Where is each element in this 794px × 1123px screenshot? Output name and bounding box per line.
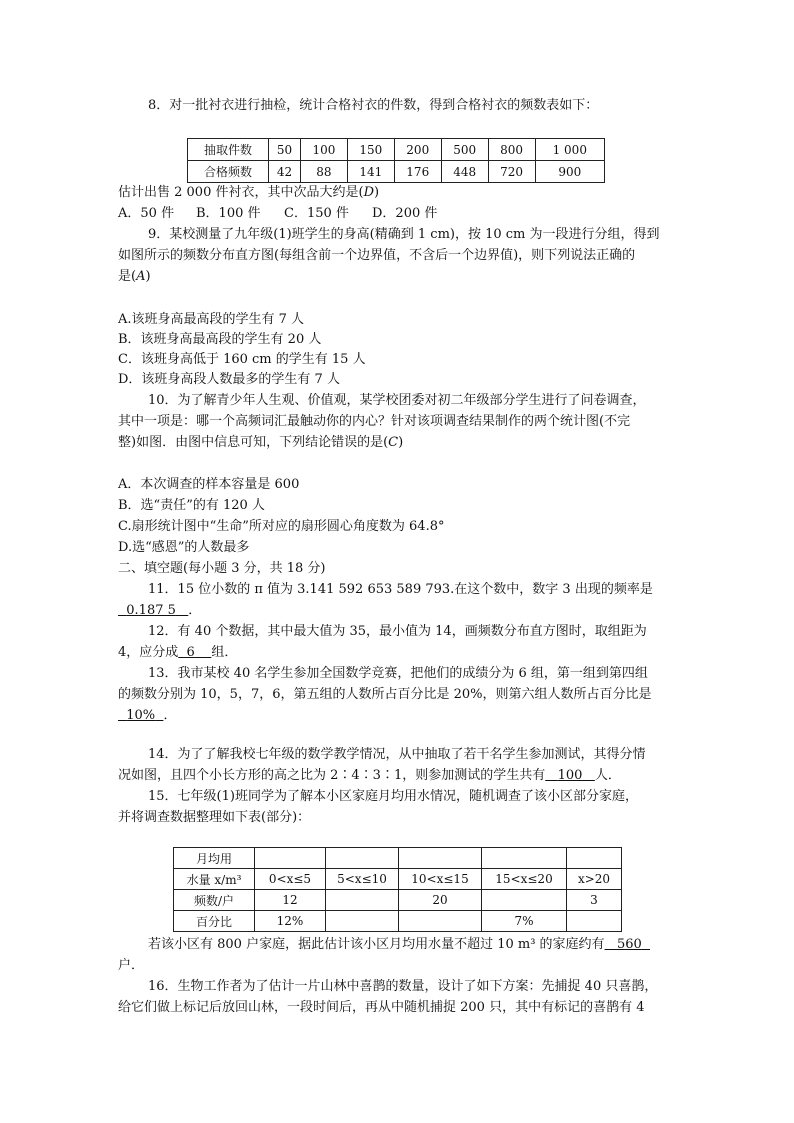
table-cell: 900 bbox=[535, 161, 604, 183]
q9-line-3: 是(A) bbox=[118, 269, 151, 284]
option-d: D．200 件 bbox=[372, 206, 438, 221]
option-b: B．100 件 bbox=[196, 206, 261, 221]
q10-option-c: C.扇形统计图中“生命”所对应的扇形圆心角度数为 64.8° bbox=[118, 519, 445, 534]
q8-text: 8．对一批衬衣进行抽检，统计合格衬衣的件数，得到合格衬衣的频数表如下： bbox=[148, 98, 599, 113]
q10-line-1: 10．为了解青少年人生观、价值观，某学校团委对初二年级部分学生进行了问卷调查， bbox=[148, 393, 646, 408]
table-cell: 448 bbox=[441, 161, 488, 183]
table-cell bbox=[326, 911, 399, 932]
row-label: 百分比 bbox=[174, 911, 255, 932]
table-row bbox=[174, 890, 622, 911]
table-row bbox=[174, 911, 622, 932]
q12-line-1: 12．有 40 个数据，其中最大值为 35，最小值为 14，画频数分布直方图时，取组距为 bbox=[148, 624, 647, 639]
header-cell: 月均用 bbox=[174, 848, 255, 869]
table-cell: 12% bbox=[255, 911, 326, 932]
q9-answer: A bbox=[136, 269, 146, 284]
option-a: A．50 件 bbox=[118, 206, 175, 221]
table-row bbox=[188, 161, 605, 183]
q15-line-2: 并将调查数据整理如下表(部分)： bbox=[118, 810, 311, 825]
table-row bbox=[188, 139, 605, 161]
q15-table bbox=[173, 847, 622, 932]
table-cell: 3 bbox=[567, 890, 622, 911]
table-cell bbox=[567, 911, 622, 932]
q10-answer: C bbox=[388, 435, 399, 450]
range-cell: 15<x≤20 bbox=[482, 869, 567, 890]
q13-line-3: 10% ． bbox=[118, 707, 176, 725]
range-cell: 10<x≤15 bbox=[399, 869, 482, 890]
table-cell: 42 bbox=[269, 161, 301, 183]
header-cell: 水量 x/m³ bbox=[174, 869, 255, 890]
table-cell: 176 bbox=[394, 161, 441, 183]
q11-line-2: 0.187 5 ． bbox=[118, 602, 201, 620]
q9-option-d: D．该班身高段人数最多的学生有 7 人 bbox=[118, 372, 340, 387]
row-label: 频数/户 bbox=[174, 890, 255, 911]
table-cell: 150 bbox=[347, 139, 394, 161]
table-row bbox=[174, 848, 622, 869]
section-heading: 二、填空题(每小题 3 分，共 18 分) bbox=[118, 561, 326, 576]
table-cell bbox=[482, 890, 567, 911]
table-cell: 50 bbox=[269, 139, 301, 161]
q9-option-a: A.该班身高最高段的学生有 7 人 bbox=[118, 312, 305, 327]
q12-answer-blank: 6 bbox=[186, 645, 195, 660]
q11-answer-blank: 0.187 5 bbox=[126, 603, 176, 618]
table-cell: 800 bbox=[488, 139, 535, 161]
q8-question: 估计出售 2 000 件衬衣，其中次品大约是(D) bbox=[118, 185, 380, 200]
q9-option-c: C．该班身高低于 160 cm 的学生有 15 人 bbox=[118, 352, 366, 367]
q8-table bbox=[187, 138, 605, 183]
q10-line-2: 其中一项是：哪一个高频词汇最触动你的内心？针对该项调查结果制作的两个统计图(不完 bbox=[118, 414, 631, 429]
q14-answer-blank: 100 bbox=[557, 768, 583, 783]
table-cell: 720 bbox=[488, 161, 535, 183]
q10-option-d: D.选“感恩”的人数最多 bbox=[118, 540, 250, 555]
q16-line-2: 给它们做上标记后放回山林，一段时间后，再从中随机捕捉 200 只，其中有标记的喜鹊有 4 bbox=[118, 1000, 645, 1015]
q9-option-b: B．该班身高最高段的学生有 20 人 bbox=[118, 332, 322, 347]
table-cell bbox=[326, 890, 399, 911]
q10-option-a: A．本次调查的样本容量是 600 bbox=[118, 477, 300, 492]
q15-end: 户． bbox=[118, 958, 145, 973]
table-cell: 20 bbox=[399, 890, 482, 911]
q14-line-2: 况如图，且四个小长方形的高之比为 2∶4∶3∶1，则参加测试的学生共有 100 人． bbox=[118, 768, 621, 783]
q15-line-1: 15．七年级(1)班同学为了解本小区家庭月均用水情况，随机调查了该小区部分家庭， bbox=[148, 789, 638, 804]
q15-question: 若该小区有 800 户家庭，据此估计该小区月均用水量不超过 10 m³ 的家庭约有 560 bbox=[148, 936, 650, 954]
table-cell: 88 bbox=[300, 161, 347, 183]
table-row bbox=[174, 869, 622, 890]
table-cell: 500 bbox=[441, 139, 488, 161]
row-label: 合格频数 bbox=[188, 161, 269, 183]
q10-line-3: 整)如图．由图中信息可知，下列结论错误的是(C) bbox=[118, 435, 404, 450]
q9-line-1: 9．某校测量了九年级(1)班学生的身高(精确到 1 cm)，按 10 cm 为一段进行分组，得到 bbox=[148, 227, 660, 242]
q14-line-1: 14．为了了解我校七年级的数学教学情况，从中抽取了若干名学生参加测试，其得分情 bbox=[148, 747, 646, 762]
range-cell: 0<x≤5 bbox=[255, 869, 326, 890]
q13-line-1: 13．我市某校 40 名学生参加全国数学竞赛，把他们的成绩分为 6 组，第一组到第四组 bbox=[148, 666, 648, 681]
table-cell bbox=[399, 911, 482, 932]
q10-option-b: B．选“责任”的有 120 人 bbox=[118, 498, 265, 513]
table-cell: 1 000 bbox=[535, 139, 604, 161]
q16-line-1: 16．生物工作者为了估计一片山林中喜鹊的数量，设计了如下方案：先捕捉 40 只喜鹊， bbox=[148, 979, 658, 994]
q8-options bbox=[118, 205, 437, 223]
option-c: C．150 件 bbox=[284, 206, 349, 221]
q9-line-2: 如图所示的频数分布直方图(每组含前一个边界值，不含后一个边界值)，则下列说法正确的 bbox=[118, 248, 636, 263]
table-cell: 7% bbox=[482, 911, 567, 932]
q12-line-2: 4，应分成 6 组． bbox=[118, 645, 238, 660]
q8-answer: D bbox=[363, 185, 374, 200]
q13-answer-blank: 10% bbox=[126, 708, 156, 723]
table-cell: 100 bbox=[300, 139, 347, 161]
range-cell: 5<x≤10 bbox=[326, 869, 399, 890]
table-cell: 141 bbox=[347, 161, 394, 183]
q13-line-2: 的频数分别为 10，5，7，6，第五组的人数所占百分比是 20%，则第六组人数所占百分比是 bbox=[118, 687, 652, 702]
range-cell: x>20 bbox=[567, 869, 622, 890]
row-label: 抽取件数 bbox=[188, 139, 269, 161]
table-cell: 200 bbox=[394, 139, 441, 161]
table-cell: 12 bbox=[255, 890, 326, 911]
q15-answer-blank: 560 bbox=[616, 937, 642, 952]
q11-line-1: 11．15 位小数的 π 值为 3.141 592 653 589 793.在这个数中，数字 3 出现的频率是 bbox=[148, 582, 653, 597]
